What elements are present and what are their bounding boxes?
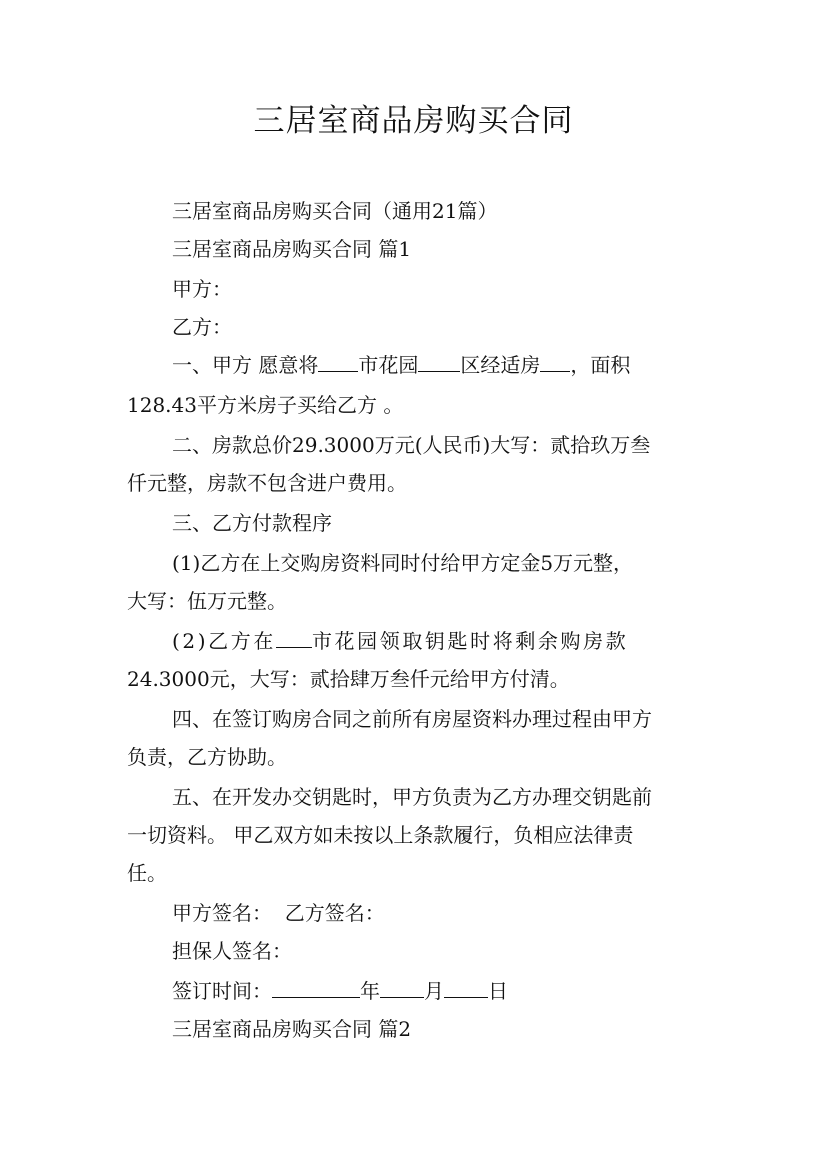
year-label: 年 xyxy=(360,979,380,1003)
party-a-label: 甲方： xyxy=(172,277,232,301)
day-blank xyxy=(444,979,488,998)
clause-1-city: 市花园 xyxy=(358,353,419,377)
fill-blank xyxy=(276,629,312,648)
signing-date-line xyxy=(172,973,508,1009)
month-label: 月 xyxy=(424,979,444,1003)
day-label: 日 xyxy=(488,979,508,1003)
clause-1-line-1 xyxy=(172,347,702,383)
section-heading-1: 三居室商品房购买合同 篇1 xyxy=(172,237,412,261)
clause-3-item-1-line-1: (1)乙方在上交购房资料同时付给甲方定金5万元整， xyxy=(172,551,634,575)
clause-3-item-2-suffix: 市花园领取钥匙时将剩余购房款 xyxy=(311,629,629,653)
clause-2-line-1: 二、房款总价29.3000万元(人民币)大写：贰拾玖万叁 xyxy=(172,433,651,457)
clause-1-district: 区经适房 xyxy=(460,353,541,377)
clause-3-item-2-prefix: (2)乙方在 xyxy=(172,629,276,653)
clause-4-line-2: 负责，乙方协助。 xyxy=(127,745,287,769)
month-blank xyxy=(380,979,424,998)
year-blank xyxy=(272,979,360,998)
clause-5-line-1: 五、在开发办交钥匙时，甲方负责为乙方办理交钥匙前 xyxy=(172,785,652,809)
clause-2-line-2: 仟元整，房款不包含进户费用。 xyxy=(127,471,407,495)
date-label: 签订时间： xyxy=(172,979,272,1003)
fill-blank xyxy=(318,353,358,372)
clause-3-item-1-line-2: 大写：伍万元整。 xyxy=(127,589,287,613)
clause-3-item-2-line-2: 24.3000元，大写：贰拾肆万叁仟元给甲方付清。 xyxy=(127,667,570,691)
clause-1-prefix: 一、甲方 愿意将 xyxy=(172,353,319,377)
document-subtitle: 三居室商品房购买合同（通用21篇） xyxy=(172,199,498,223)
party-b-label: 乙方： xyxy=(172,315,232,339)
clause-4-line-1: 四、在签订购房合同之前所有房屋资料办理过程由甲方 xyxy=(172,707,652,731)
clause-3-item-2-line-1 xyxy=(172,623,628,659)
signature-line: 甲方签名： 乙方签名： xyxy=(172,901,385,925)
clause-5-line-2: 一切资料。 甲乙双方如未按以上条款履行，负相应法律责 xyxy=(127,823,634,847)
guarantor-signature-line: 担保人签名： xyxy=(172,939,292,963)
fill-blank xyxy=(540,353,570,372)
section-heading-2: 三居室商品房购买合同 篇2 xyxy=(172,1017,412,1041)
document-title: 三居室商品房购买合同 xyxy=(253,103,574,139)
clause-5-line-3: 任。 xyxy=(127,861,167,885)
clause-3-heading: 三、乙方付款程序 xyxy=(172,511,332,535)
fill-blank xyxy=(418,353,460,372)
clause-1-line-2: 128.43平方米房子买给乙方 。 xyxy=(127,393,404,417)
clause-1-area-suffix: ，面积 xyxy=(570,353,631,377)
